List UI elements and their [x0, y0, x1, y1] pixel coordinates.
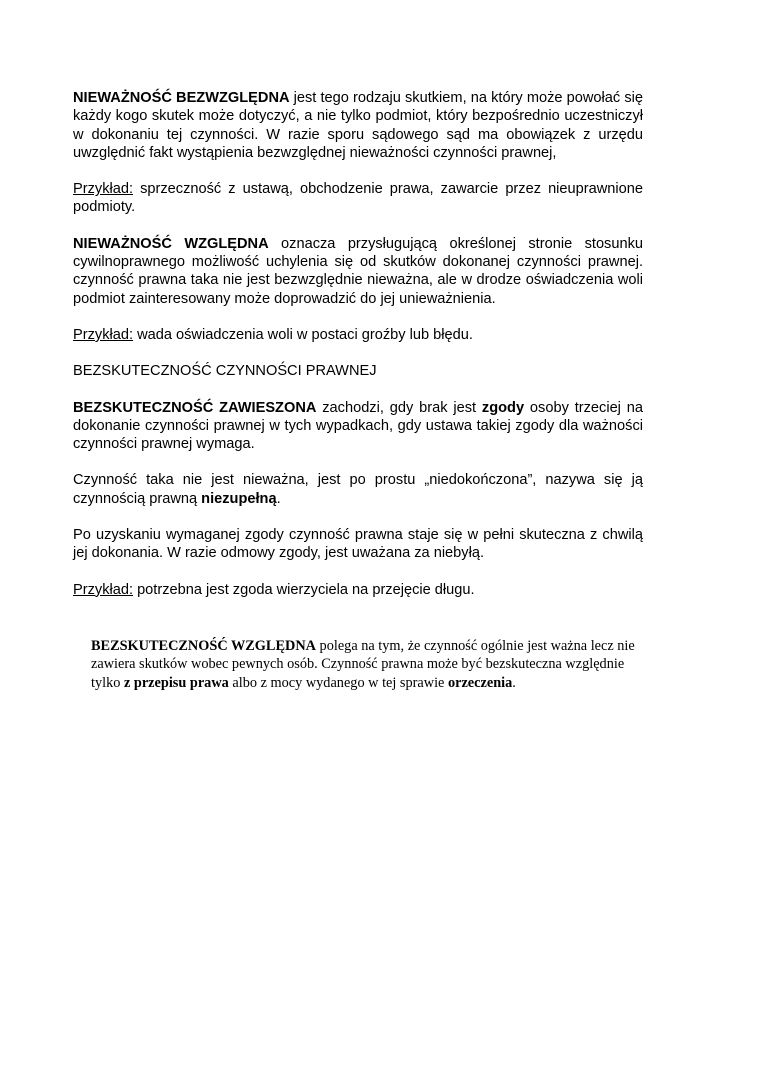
paragraph-text: Czynność taka nie jest nieważna, jest po prostu „niedokończona”, nazywa się ją czynnością prawną [73, 472, 643, 507]
example-1 [73, 180, 643, 217]
paragraph-bezskutecznosc-wzgledna [91, 637, 643, 692]
paragraph-niewaznosc-wzgledna [73, 235, 643, 308]
example-text: sprzeczność z ustawą, obchodzenie prawa, zawarcie przez nieuprawnione podmioty. [73, 181, 643, 216]
paragraph-text: oznacza przysługującą określonej stronie stosunku cywilnoprawnego możliwość uchylenia się od skutków dokonanej czynności prawnej. czynność prawna taka nie jest bezwzględnie nieważna, ale w drodze oświadczenia woli podmiot zainteresowany może doprowadzić do jej unieważnienia. [73, 235, 644, 307]
paragraph-text: jest tego rodzaju skutkiem, na który może powołać się każdy kogo skutek może dotyczyć, a nie tylko podmiot, który bezpośrednio uczestniczył w dokonaniu tej czynności. W razie sporu sądowego sąd ma obowiązek z urzędu uwzględnić fakt wystąpienia bezwzględnej nieważności czynności prawnej, [73, 90, 643, 161]
example-text: wada oświadczenia woli w postaci groźby lub błędu. [133, 326, 473, 343]
paragraph-zgoda [73, 526, 643, 563]
paragraph-text: albo z mocy wydanego w tej sprawie [228, 674, 448, 691]
example-2 [73, 326, 643, 344]
paragraph-text: . [276, 490, 281, 507]
example-text: potrzebna jest zgoda wierzyciela na przejęcie długu. [133, 581, 475, 598]
section-heading: BEZSKUTECZNOŚĆ CZYNNOŚCI PRAWNEJ [73, 363, 377, 380]
example-label: Przykład: [73, 581, 134, 598]
term-niewaznosc-wzgledna: NIEWAŻNOŚĆ WZGLĘDNA [73, 235, 269, 252]
paragraph-text: osoby trzeciej na dokonanie czynności prawnej w tych wypadkach, gdy ustawa takiej zgody dla ważności czynności prawnej wymaga. [73, 399, 644, 453]
paragraph-text: polega na tym, że czynność ogólnie jest ważna lecz nie zawiera skutków wobec pewnych osób. Czynność prawna może być bezskuteczna względnie tylko [91, 638, 635, 691]
term-bezskutecznosc-zawieszona: BEZSKUTECZNOŚĆ ZAWIESZONA [73, 399, 317, 416]
document-body [73, 89, 643, 617]
example-label: Przykład: [73, 326, 134, 343]
example-label: Przykład: [73, 181, 134, 198]
term-bezskutecznosc-wzgledna: BEZSKUTECZNOŚĆ WZGLĘDNA [91, 638, 316, 654]
paragraph-text: Po uzyskaniu wymaganej zgody czynność prawna staje się w pełni skuteczna z chwilą jej dokonania. W razie odmowy zgody, jest uważana za niebyłą. [73, 527, 643, 562]
bold-z-przepisu-prawa: z przepisu prawa [123, 674, 229, 691]
bold-zgody: zgody [481, 399, 525, 416]
paragraph-bezskutecznosc-zawieszona [73, 399, 643, 454]
paragraph-niewaznosc-bezwzgledna [73, 89, 643, 162]
bold-orzeczenia: orzeczenia [447, 674, 513, 691]
term-niewaznosc-bezwzgledna: NIEWAŻNOŚĆ BEZWZGLĘDNA [73, 90, 290, 106]
paragraph-niezupelna [73, 471, 643, 508]
paragraph-text: zachodzi, gdy brak jest [316, 399, 482, 416]
example-3 [73, 581, 643, 599]
paragraph-text: . [512, 674, 516, 691]
bold-niezupelna: niezupełną [201, 490, 277, 507]
